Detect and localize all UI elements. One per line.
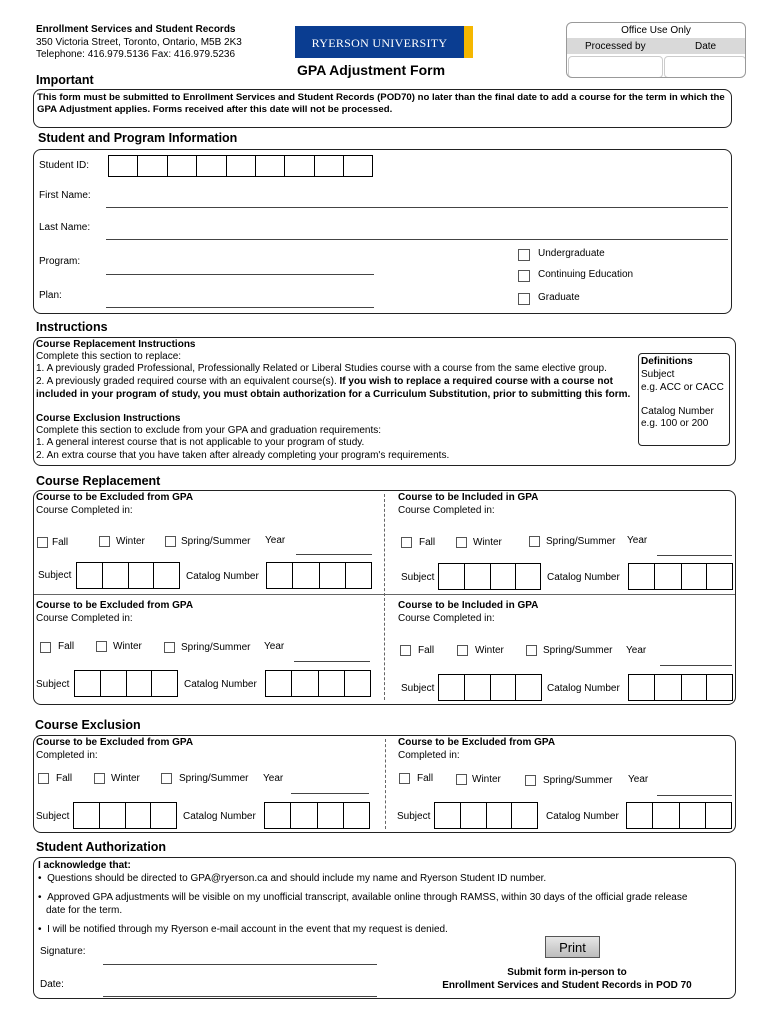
office-use-header: [567, 38, 745, 54]
cr2-excl-subject-label: Subject: [36, 679, 70, 690]
cr2-incl-winter-label: Winter: [475, 645, 504, 656]
cr2-incl-subject-label: Subject: [401, 683, 435, 694]
acknowledge-label: I acknowledge that:: [38, 860, 131, 871]
cr2-excl-spring-checkbox[interactable]: [164, 642, 175, 653]
important-heading: Important: [36, 73, 94, 87]
auth-date-label: Date:: [40, 979, 64, 990]
important-text: This form must be submitted to Enrollment Services and Student Records (POD70) no later than the final date to add a course for the term in which the GPA Adjustment applies. Forms received after this date will not be processed.: [37, 92, 725, 115]
cr1-excl-catalog-field[interactable]: [266, 562, 372, 589]
org-name: Enrollment Services and Student Records: [36, 24, 236, 35]
cr1-excl-catalog-label: Catalog Number: [186, 571, 259, 582]
ce-instructions-intro: Complete this section to exclude from your GPA and graduation requirements:: [36, 425, 381, 436]
cr2-incl-winter-checkbox[interactable]: [457, 645, 468, 656]
def-catalog: Catalog Number: [641, 406, 714, 417]
course-replacement-heading: Course Replacement: [36, 474, 161, 488]
ce-vertical-divider: [385, 739, 386, 829]
def-catalog-example: e.g. 100 or 200: [641, 418, 709, 429]
cr-vertical-divider: [384, 494, 385, 700]
cr1-excl-winter-label: Winter: [116, 536, 145, 547]
cr1-incl-catalog-field[interactable]: [628, 563, 733, 590]
cr2-included-completed: Course Completed in:: [398, 613, 495, 624]
last-name-field[interactable]: [106, 239, 728, 240]
def-subject-example: e.g. ACC or CACC: [641, 382, 724, 393]
ack-bullet-2-text: Approved GPA adjustments will be visible on my unofficial transcript, available online through RAMSS, within 30 days of the official grade release: [47, 892, 688, 903]
cr2-included-title: Course to be Included in GPA: [398, 600, 539, 611]
ce-left-year-label: Year: [263, 773, 284, 784]
graduate-checkbox[interactable]: [518, 293, 530, 305]
program-label: Program:: [39, 256, 81, 267]
cr2-incl-fall-checkbox[interactable]: [400, 645, 411, 656]
ack-bullet-3: [38, 924, 448, 935]
cr2-excl-fall-checkbox[interactable]: [40, 642, 51, 653]
bullet-icon: •: [38, 892, 42, 903]
ce-left-catalog-label: Catalog Number: [183, 811, 256, 822]
ce-right-spring-label: Spring/Summer: [543, 775, 613, 786]
bullet-icon: •: [38, 873, 42, 884]
cr1-excl-year-label: Year: [265, 535, 286, 546]
signature-label: Signature:: [40, 946, 86, 957]
cr2-incl-spring-label: Spring/Summer: [543, 645, 613, 656]
cr1-incl-year-field[interactable]: [657, 555, 732, 556]
ce-left-year-field[interactable]: [291, 793, 369, 794]
plan-label: Plan:: [39, 290, 62, 301]
cr1-incl-fall-label: Fall: [419, 537, 436, 548]
first-name-field[interactable]: [106, 207, 728, 208]
ce-left-winter-label: Winter: [111, 773, 140, 784]
submit-line-2: Enrollment Services and Student Records in POD 70: [442, 980, 692, 991]
ce-left-subject-field[interactable]: [73, 802, 177, 829]
ce-left-spring-label: Spring/Summer: [179, 773, 249, 784]
office-use-title: Office Use Only: [621, 25, 691, 36]
cr2-excl-year-field[interactable]: [294, 661, 370, 662]
first-name-label: First Name:: [39, 190, 91, 201]
cr2-incl-spring-checkbox[interactable]: [526, 645, 537, 656]
ce-right-title: Course to be Excluded from GPA: [398, 737, 556, 748]
cr1-incl-winter-checkbox[interactable]: [456, 537, 467, 548]
cr2-excl-winter-label: Winter: [113, 641, 142, 652]
undergraduate-checkbox[interactable]: [518, 249, 530, 261]
signature-field[interactable]: [103, 964, 377, 965]
cr2-excl-catalog-field[interactable]: [265, 670, 371, 697]
cr2-excl-spring-label: Spring/Summer: [181, 642, 251, 653]
cr1-excluded-completed: Course Completed in:: [36, 505, 133, 516]
org-address: 350 Victoria Street, Toronto, Ontario, M5B 2K3: [36, 37, 242, 48]
bullet-icon: •: [38, 924, 42, 935]
cr-instructions-intro: Complete this section to replace:: [36, 351, 182, 362]
definitions-title: Definitions: [641, 356, 693, 367]
cr-horizontal-divider: [34, 594, 735, 595]
student-heading: Student and Program Information: [38, 131, 238, 145]
ce-right-fall-label: Fall: [417, 773, 434, 784]
cr1-incl-spring-label: Spring/Summer: [546, 536, 616, 547]
cr2-incl-catalog-label: Catalog Number: [547, 683, 620, 694]
definitions-box: [638, 353, 730, 446]
cr2-excl-winter-checkbox[interactable]: [96, 641, 107, 652]
submit-line-1: Submit form in-person to: [507, 967, 627, 978]
authorization-heading: Student Authorization: [36, 840, 167, 854]
program-field[interactable]: [106, 274, 374, 275]
ce-left-catalog-field[interactable]: [264, 802, 370, 829]
cr1-incl-spring-checkbox[interactable]: [529, 536, 540, 547]
cr2-incl-subject-field[interactable]: [438, 674, 542, 701]
cr1-excl-winter-checkbox[interactable]: [99, 536, 110, 547]
cr2-incl-year-label: Year: [626, 645, 647, 656]
ce-right-completed: Completed in:: [398, 750, 460, 761]
cr-instructions-title: Course Replacement Instructions: [36, 339, 196, 350]
ce-right-catalog-label: Catalog Number: [546, 811, 619, 822]
cr1-excl-fall-label: Fall: [52, 537, 69, 548]
ce-right-year-field[interactable]: [657, 795, 732, 796]
cr1-excl-year-field[interactable]: [296, 554, 372, 555]
ce-left-fall-label: Fall: [56, 773, 73, 784]
cr1-excl-spring-checkbox[interactable]: [165, 536, 176, 547]
cr2-incl-fall-label: Fall: [418, 645, 435, 656]
student-id-label: Student ID:: [39, 160, 90, 171]
graduate-label: Graduate: [538, 292, 580, 303]
cr2-incl-year-field[interactable]: [660, 665, 732, 666]
ce-left-completed: Completed in:: [36, 750, 98, 761]
print-button[interactable]: Print: [545, 936, 600, 958]
cr-instruction-2-text: 2. A previously graded required course with an equivalent course(s).: [36, 376, 337, 387]
org-phone: Telephone: 416.979.5136 Fax: 416.979.5236: [36, 49, 236, 60]
ce-right-subject-field[interactable]: [434, 802, 538, 829]
ce-left-fall-checkbox[interactable]: [38, 773, 49, 784]
ce-left-title: Course to be Excluded from GPA: [36, 737, 194, 748]
cr2-excl-subject-field[interactable]: [74, 670, 178, 697]
ryerson-logo: RYERSON UNIVERSITY: [295, 26, 473, 58]
cr1-included-completed: Course Completed in:: [398, 505, 495, 516]
plan-field[interactable]: [106, 307, 374, 308]
def-subject: Subject: [641, 369, 675, 380]
cr2-excl-catalog-label: Catalog Number: [184, 679, 257, 690]
cr-instruction-2-bold: If you wish to replace a required course with a course not: [339, 376, 613, 387]
ce-right-year-label: Year: [628, 774, 649, 785]
undergraduate-label: Undergraduate: [538, 248, 605, 259]
office-date-label: Date: [695, 41, 717, 52]
cr-instruction-2: [36, 376, 613, 387]
cr1-incl-year-label: Year: [627, 535, 648, 546]
cr2-incl-catalog-field[interactable]: [628, 674, 733, 701]
ack-bullet-2-cont: date for the term.: [46, 905, 123, 916]
ce-instruction-2: 2. An extra course that you have taken after already completing your program's requirements.: [36, 450, 450, 461]
processed-by-label: Processed by: [585, 41, 646, 52]
ce-instructions-title: Course Exclusion Instructions: [36, 413, 181, 424]
ce-right-fall-checkbox[interactable]: [399, 773, 410, 784]
cr2-excl-fall-label: Fall: [58, 641, 75, 652]
ce-left-subject-label: Subject: [36, 811, 70, 822]
cr1-incl-catalog-label: Catalog Number: [547, 572, 620, 583]
ce-right-winter-label: Winter: [472, 774, 501, 785]
office-date-field[interactable]: [664, 56, 746, 78]
cr1-excl-fall-checkbox[interactable]: [37, 537, 48, 548]
cr2-excluded-title: Course to be Excluded from GPA: [36, 600, 194, 611]
cr1-excluded-title: Course to be Excluded from GPA: [36, 492, 194, 503]
cr1-incl-subject-field[interactable]: [438, 563, 541, 590]
processed-by-field[interactable]: [568, 56, 663, 78]
cr1-incl-fall-checkbox[interactable]: [401, 537, 412, 548]
ce-right-catalog-field[interactable]: [626, 802, 732, 829]
cr1-excl-subject-field[interactable]: [76, 562, 180, 589]
office-use-box: [566, 22, 746, 78]
ce-right-spring-checkbox[interactable]: [525, 775, 536, 786]
cr1-excl-subject-label: Subject: [38, 570, 72, 581]
cr2-excluded-completed: Course Completed in:: [36, 613, 133, 624]
last-name-label: Last Name:: [39, 222, 91, 233]
student-id-field[interactable]: [108, 155, 373, 177]
cr1-included-title: Course to be Included in GPA: [398, 492, 539, 503]
instructions-heading: Instructions: [36, 320, 108, 334]
ack-bullet-3-text: I will be notified through my Ryerson e-mail account in the event that my request is denied.: [47, 924, 448, 935]
cr1-incl-subject-label: Subject: [401, 572, 435, 583]
ack-bullet-1: [38, 873, 546, 884]
cr-instruction-2-cont: included in your program of study, you must obtain authorization for a Curriculum Substitution, prior to submitting this form.: [36, 389, 631, 400]
continuing-education-checkbox[interactable]: [518, 270, 530, 282]
ce-right-subject-label: Subject: [397, 811, 431, 822]
form-title: GPA Adjustment Form: [297, 62, 446, 78]
important-box: [33, 89, 732, 128]
ack-bullet-2: [38, 892, 687, 903]
ce-left-spring-checkbox[interactable]: [161, 773, 172, 784]
ce-left-winter-checkbox[interactable]: [94, 773, 105, 784]
cr2-excl-year-label: Year: [264, 641, 285, 652]
ack-bullet-1-text: Questions should be directed to GPA@ryerson.ca and should include my name and Ryerson Student ID number.: [47, 873, 547, 884]
cr-instruction-1: 1. A previously graded Professional, Professionally Related or Liberal Studies course with a course from the same elective group.: [36, 363, 607, 374]
continuing-education-label: Continuing Education: [538, 269, 634, 280]
auth-date-field[interactable]: [103, 996, 377, 997]
cr1-excl-spring-label: Spring/Summer: [181, 536, 251, 547]
ce-instruction-1: 1. A general interest course that is not applicable to your program of study.: [36, 437, 365, 448]
ce-right-winter-checkbox[interactable]: [456, 774, 467, 785]
cr1-incl-winter-label: Winter: [473, 537, 502, 548]
course-exclusion-heading: Course Exclusion: [35, 718, 141, 732]
